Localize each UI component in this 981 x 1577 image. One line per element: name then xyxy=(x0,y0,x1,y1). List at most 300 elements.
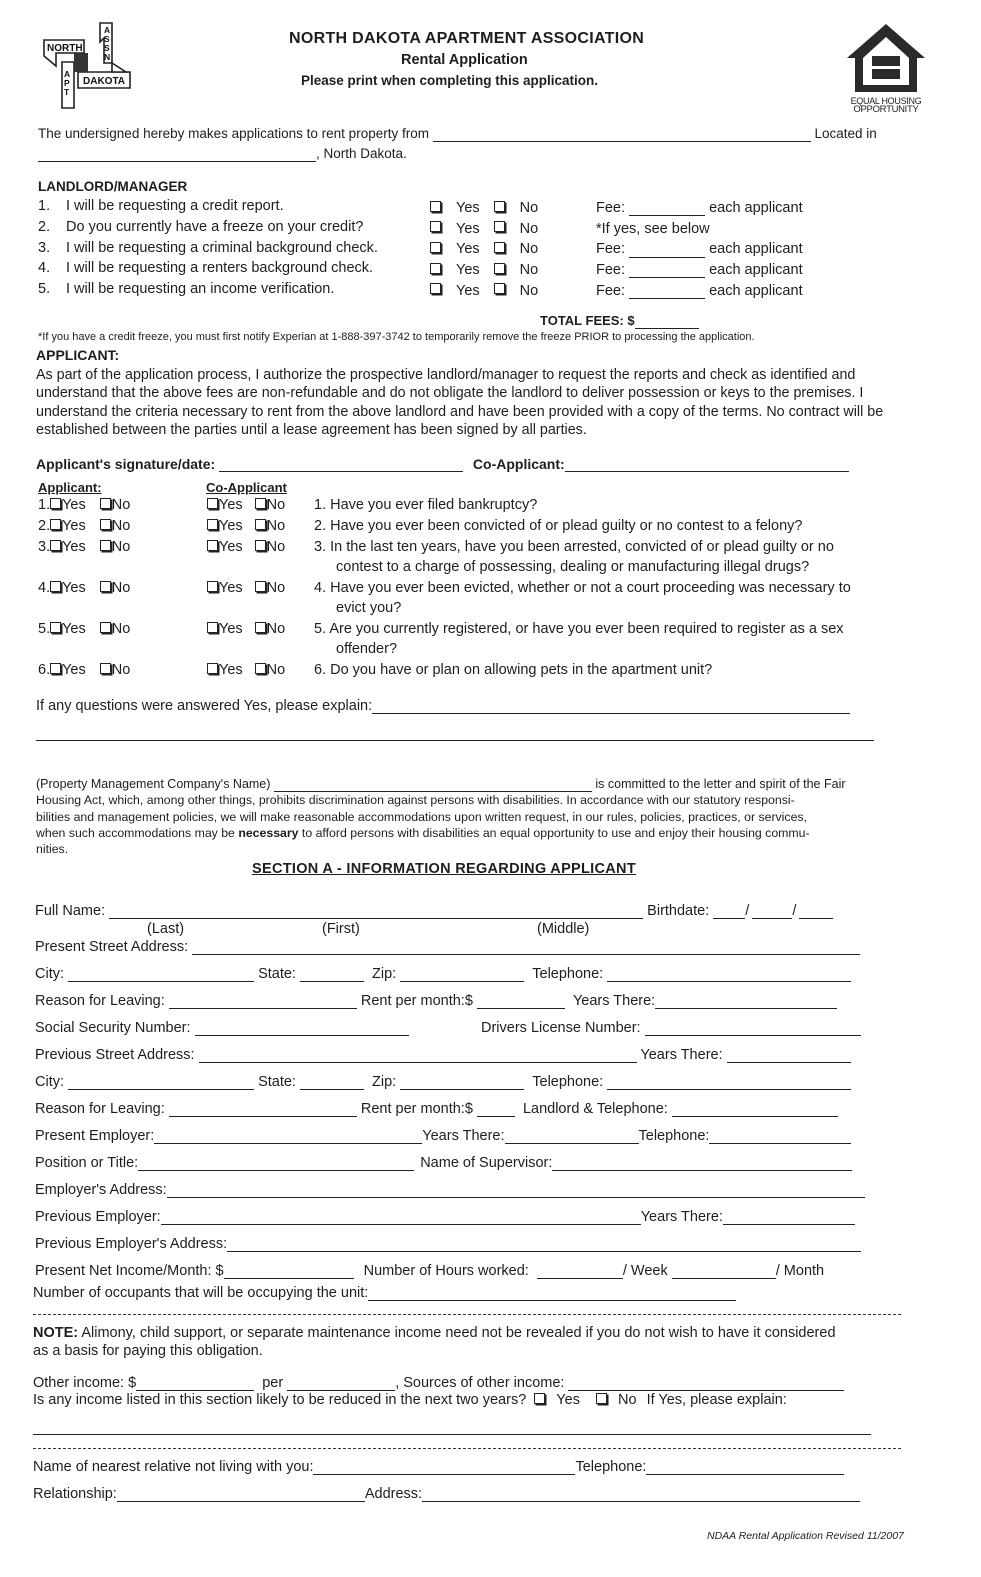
question-4-applicant xyxy=(38,580,130,596)
yes-label: Yes xyxy=(219,580,243,596)
svg-text:S: S xyxy=(104,34,110,44)
position-row xyxy=(35,1155,852,1171)
occupants-field[interactable] xyxy=(368,1286,736,1301)
birth-year-field[interactable] xyxy=(799,904,833,919)
house-icon xyxy=(845,22,927,94)
yes-checkbox[interactable] xyxy=(430,221,441,232)
note-text: Alimony, child support, or separate maintenance income need not be revealed if you do not wish to have it considered xyxy=(78,1325,836,1341)
each-applicant-label: each applicant xyxy=(709,262,803,279)
co-applicant-yes-checkbox[interactable] xyxy=(207,540,218,551)
position-title-field[interactable] xyxy=(138,1156,414,1171)
explain-label: If any questions were answered Yes, please explain: xyxy=(36,698,373,714)
income-verification-fee-field[interactable] xyxy=(629,284,705,299)
reduction-explain-field[interactable] xyxy=(33,1420,871,1435)
reason-leaving-label: Reason for Leaving: xyxy=(35,1101,165,1117)
question-3-text-cont: contest to a charge of possessing, dealing or manufacturing illegal drugs? xyxy=(336,559,810,575)
zip-label: Zip: xyxy=(372,966,397,982)
question-3-text: 3. In the last ten years, have you been arrested, convicted of or plead guilty or no xyxy=(314,539,834,555)
item-number: 4. xyxy=(38,260,51,276)
item-text: I will be requesting a criminal background check. xyxy=(66,240,378,256)
yes-label: Yes xyxy=(62,497,86,513)
eho-line2: OPPORTUNITY xyxy=(853,104,919,115)
text-bold: necessary xyxy=(238,826,299,840)
company-name-field[interactable] xyxy=(274,777,592,792)
no-checkbox[interactable] xyxy=(494,201,505,212)
fee-label: Fee: xyxy=(596,282,626,299)
landlord-yes-no-2 xyxy=(430,219,538,240)
drivers-license-row xyxy=(481,1020,861,1036)
relative-row xyxy=(33,1459,844,1475)
section-a-heading: SECTION A - INFORMATION REGARDING APPLICANT xyxy=(252,861,636,877)
relative-address-field[interactable] xyxy=(422,1487,860,1502)
svg-text:NORTH: NORTH xyxy=(47,43,83,54)
sources-label: , Sources of other income: xyxy=(395,1375,565,1391)
fair-housing-text: is committed to the letter and spirit of the Fair xyxy=(595,777,846,791)
net-income-label: Present Net Income/Month: $ xyxy=(35,1263,224,1279)
relationship-label: Relationship: xyxy=(33,1486,117,1502)
svg-text:A: A xyxy=(64,69,71,79)
rent-per-month-label: Rent per month:$ xyxy=(360,993,473,1009)
landlord-item-1 xyxy=(38,198,284,214)
co-applicant-yes-checkbox[interactable] xyxy=(207,581,218,592)
text: when such accommodations may be xyxy=(36,826,239,840)
criminal-check-fee-field[interactable] xyxy=(629,243,705,258)
previous-address-field[interactable] xyxy=(199,1048,637,1063)
yes-label: Yes xyxy=(62,539,86,555)
question-6-co-applicant xyxy=(207,662,285,678)
fee-row-3 xyxy=(596,239,803,260)
co-applicant-no-checkbox[interactable] xyxy=(255,581,266,592)
applicant-yes-checkbox[interactable] xyxy=(50,498,61,509)
years-there-label: Years There: xyxy=(640,1047,723,1063)
yes-label: Yes xyxy=(62,518,86,534)
telephone-label: Telephone: xyxy=(532,966,604,982)
no-label: No xyxy=(519,220,539,237)
name-part-middle: (Middle) xyxy=(537,921,590,937)
item-number: 2. xyxy=(38,219,51,235)
birthdate-label: Birthdate: xyxy=(647,903,710,919)
applicant-no-checkbox[interactable] xyxy=(100,581,111,592)
no-label: No xyxy=(111,539,131,555)
applicant-yes-checkbox[interactable] xyxy=(50,540,61,551)
if-yes-explain-label: If Yes, please explain: xyxy=(646,1392,787,1408)
svg-text:P: P xyxy=(64,78,70,88)
intro-line xyxy=(38,126,877,142)
applicant-no-checkbox[interactable] xyxy=(100,498,111,509)
landlord-item-4 xyxy=(38,260,373,276)
no-label: No xyxy=(266,580,286,596)
print-instruction: Please print when completing this application. xyxy=(301,73,599,88)
applicant-column-header: Applicant: xyxy=(38,480,102,495)
previous-employer-field[interactable] xyxy=(161,1210,641,1225)
ndaa-logo xyxy=(40,20,136,112)
no-label: No xyxy=(111,518,131,534)
net-income-field[interactable] xyxy=(224,1264,354,1279)
previous-address-row xyxy=(35,1047,851,1063)
income-note-line-2: as a basis for paying this obligation. xyxy=(33,1343,263,1359)
landlord-item-3 xyxy=(38,240,378,256)
yes-label: Yes xyxy=(62,662,86,678)
svg-text:T: T xyxy=(64,87,70,97)
item-text: Do you currently have a freeze on your credit? xyxy=(66,219,364,235)
association-title: NORTH DAKOTA APARTMENT ASSOCIATION xyxy=(289,30,645,47)
landlord-item-5 xyxy=(38,281,334,297)
reduction-no-checkbox[interactable] xyxy=(596,1393,607,1404)
income-row xyxy=(35,1263,824,1279)
no-label: No xyxy=(266,539,286,555)
name-part-last: (Last) xyxy=(147,921,185,937)
divider xyxy=(33,1448,901,1449)
explain-field-line-2[interactable] xyxy=(36,726,874,741)
total-fees xyxy=(540,313,699,329)
previous-employer-label: Previous Employer: xyxy=(35,1209,161,1225)
per-label: per xyxy=(262,1375,284,1391)
text: to afford persons with disabilities an equal opportunity to use and enjoy their housing commu- xyxy=(298,826,810,840)
no-checkbox[interactable] xyxy=(494,242,505,253)
no-checkbox[interactable] xyxy=(494,263,505,274)
question-4-text-cont: evict you? xyxy=(336,600,402,616)
question-6-text: 6. Do you have or plan on allowing pets in the apartment unit? xyxy=(314,662,713,678)
present-employer-field[interactable] xyxy=(154,1129,422,1144)
landlord-heading: LANDLORD/MANAGER xyxy=(38,179,188,194)
employer-address-field[interactable] xyxy=(167,1183,865,1198)
rent-per-month-label: Rent per month:$ xyxy=(360,1101,473,1117)
north-dakota-label: , North Dakota. xyxy=(316,146,407,161)
previous-employer-years-field[interactable] xyxy=(723,1210,855,1225)
question-6-applicant xyxy=(38,662,130,678)
question-2-text: 2. Have you ever been convicted of or plead guilty or no contest to a felony? xyxy=(314,518,803,534)
relative-name-field[interactable] xyxy=(313,1460,575,1475)
previous-rent-field[interactable] xyxy=(477,1102,515,1117)
item-number: 1. xyxy=(38,198,51,214)
years-there-label: Years There: xyxy=(640,1209,723,1225)
no-label: No xyxy=(111,662,131,678)
other-income-label: Other income: $ xyxy=(33,1375,137,1391)
applicant-yes-checkbox[interactable] xyxy=(50,519,61,530)
income-reduction-row xyxy=(33,1392,787,1408)
present-zip-field[interactable] xyxy=(400,967,524,982)
q-num: 6. xyxy=(38,662,51,678)
present-telephone-field[interactable] xyxy=(607,967,851,982)
no-label: No xyxy=(111,580,131,596)
yes-label: Yes xyxy=(456,262,480,279)
no-label: No xyxy=(111,621,131,637)
other-income-period-field[interactable] xyxy=(287,1376,395,1391)
supervisor-field[interactable] xyxy=(552,1156,852,1171)
landlord-yes-no-3 xyxy=(430,239,538,260)
no-label: No xyxy=(111,497,131,513)
fees-column xyxy=(596,198,803,302)
previous-employer-row xyxy=(35,1209,855,1225)
signature-label: Applicant's signature/date: xyxy=(36,456,216,472)
fee-label: Fee: xyxy=(596,200,626,216)
present-years-there-field[interactable] xyxy=(655,994,837,1009)
explain-field[interactable] xyxy=(372,699,850,714)
fee-row-4 xyxy=(596,260,803,281)
other-income-row xyxy=(33,1375,844,1391)
question-5-text-cont: offender? xyxy=(336,641,398,657)
other-income-field[interactable] xyxy=(136,1376,254,1391)
yes-label: Yes xyxy=(456,241,480,258)
co-applicant-no-checkbox[interactable] xyxy=(255,663,266,674)
previous-employer-address-field[interactable] xyxy=(227,1237,861,1252)
eho-line1: EQUAL HOUSING xyxy=(850,96,922,106)
relationship-field[interactable] xyxy=(117,1487,365,1502)
hours-per-month-field[interactable] xyxy=(672,1264,776,1279)
fee-row-2 xyxy=(596,219,803,240)
yes-label: Yes xyxy=(456,220,480,237)
question-5-applicant xyxy=(38,621,130,637)
full-name-row: Full Name: Birthdate: / / xyxy=(35,903,833,919)
city-line xyxy=(38,146,407,162)
form-title: Rental Application xyxy=(401,52,528,68)
fee-row-1 xyxy=(596,198,803,219)
yes-label: Yes xyxy=(62,580,86,596)
q-num: 3. xyxy=(38,539,51,555)
no-label: No xyxy=(266,518,286,534)
renters-check-fee-field[interactable] xyxy=(629,263,705,278)
zip-label: Zip: xyxy=(372,1074,397,1090)
co-applicant-no-checkbox[interactable] xyxy=(255,622,266,633)
drivers-license-label: Drivers License Number: xyxy=(481,1020,641,1036)
yes-checkbox[interactable] xyxy=(430,263,441,274)
each-applicant-label: each applicant xyxy=(709,200,803,216)
relative-telephone-field[interactable] xyxy=(646,1460,844,1475)
q-num: 4. xyxy=(38,580,51,596)
birth-day-field[interactable] xyxy=(752,904,792,919)
fair-housing-line-1 xyxy=(36,777,846,792)
rent-property-from-field[interactable] xyxy=(433,127,811,142)
years-there-label: Years There: xyxy=(422,1128,505,1144)
total-fees-label: TOTAL FEES: $ xyxy=(540,313,635,328)
co-applicant-yes-checkbox[interactable] xyxy=(207,519,218,530)
co-applicant-column-header: Co-Applicant xyxy=(206,480,287,495)
previous-reason-row xyxy=(35,1101,838,1117)
years-there-label: Years There: xyxy=(572,993,656,1009)
reduction-question: Is any income listed in this section likely to be reduced in the next two years? xyxy=(33,1392,527,1408)
ssn-field[interactable] xyxy=(195,1021,409,1036)
present-city-field[interactable] xyxy=(68,967,254,982)
present-reason-leaving-field[interactable] xyxy=(169,994,357,1009)
previous-years-there-field[interactable] xyxy=(727,1048,851,1063)
occupants-label: Number of occupants that will be occupying the unit: xyxy=(33,1285,369,1301)
present-address-field[interactable] xyxy=(192,940,860,955)
landlord-yes-no-1 xyxy=(430,198,538,219)
co-applicant-no-checkbox[interactable] xyxy=(255,498,266,509)
yes-checkbox[interactable] xyxy=(430,242,441,253)
item-text: I will be requesting a renters background check. xyxy=(66,260,374,276)
present-employer-label: Present Employer: xyxy=(35,1128,155,1144)
employer-address-row xyxy=(35,1182,865,1198)
question-5-text: 5. Are you currently registered, or have you ever been required to register as a sex xyxy=(314,621,844,637)
state-label: State: xyxy=(258,1074,296,1090)
yes-checkbox[interactable] xyxy=(430,201,441,212)
authorization-paragraph: As part of the application process, I authorize the prospective landlord/manager to request the reports and check as identified and understand that the above fees are non-refundable and do not obligate the landlord to deliver possession or keys to the premises. I understand the criteria necessary to rent from the above landlord and have been provided with a copy of the terms. No contract will be established between the parties until a lease agreement has been signed by all parties. xyxy=(36,367,884,438)
previous-employer-address-label: Previous Employer's Address: xyxy=(35,1236,228,1252)
hours-worked-label: Number of Hours worked: xyxy=(363,1263,529,1279)
name-part-first: (First) xyxy=(322,921,360,937)
yes-label: Yes xyxy=(219,621,243,637)
yes-label: Yes xyxy=(219,662,243,678)
full-name-field[interactable] xyxy=(109,904,643,919)
co-applicant-yes-checkbox[interactable] xyxy=(207,622,218,633)
per-month-label: / Month xyxy=(775,1263,825,1279)
q-num: 1. xyxy=(38,497,51,513)
employer-years-there-field[interactable] xyxy=(505,1129,639,1144)
supervisor-label: Name of Supervisor: xyxy=(420,1155,553,1171)
svg-text:N: N xyxy=(104,52,111,62)
no-label: No xyxy=(617,1392,637,1408)
item-text: I will be requesting a credit report. xyxy=(66,198,284,214)
question-5-co-applicant xyxy=(207,621,285,637)
located-in-label: Located in xyxy=(814,126,877,141)
fee-label: Fee: xyxy=(596,241,626,258)
item-number: 3. xyxy=(38,240,51,256)
position-title-label: Position or Title: xyxy=(35,1155,139,1171)
hours-per-week-field[interactable] xyxy=(537,1264,623,1279)
revision-footer: NDAA Rental Application Revised 11/2007 xyxy=(707,1530,904,1542)
applicant-no-checkbox[interactable] xyxy=(100,540,111,551)
item-number: 5. xyxy=(38,281,51,297)
landlord-yes-no-5 xyxy=(430,281,538,302)
fair-housing-line-4 xyxy=(36,826,810,840)
ssn-row xyxy=(35,1020,409,1036)
co-applicant-no-checkbox[interactable] xyxy=(255,540,266,551)
previous-city-row xyxy=(35,1074,851,1090)
question-3-applicant xyxy=(38,539,130,555)
landlord-yes-no-4 xyxy=(430,260,538,281)
present-state-field[interactable] xyxy=(300,967,364,982)
previous-telephone-field[interactable] xyxy=(607,1075,851,1090)
applicant-no-checkbox[interactable] xyxy=(100,622,111,633)
fair-housing-line-2: Housing Act, which, among other things, prohibits discrimination against persons with disabilities. In accordance with our statutory responsi- xyxy=(36,793,795,807)
applicant-no-checkbox[interactable] xyxy=(100,519,111,530)
question-1-applicant xyxy=(38,497,130,513)
question-2-co-applicant xyxy=(207,518,285,534)
each-applicant-label: each applicant xyxy=(709,282,803,299)
ssn-label: Social Security Number: xyxy=(35,1020,191,1036)
landlord-telephone-field[interactable] xyxy=(672,1102,838,1117)
co-applicant-yes-checkbox[interactable] xyxy=(207,663,218,674)
applicant-yes-checkbox[interactable] xyxy=(50,622,61,633)
previous-city-field[interactable] xyxy=(68,1075,254,1090)
svg-text:S: S xyxy=(104,43,110,53)
freeze-note-ref: *If yes, see below xyxy=(596,220,710,237)
telephone-label: Telephone: xyxy=(638,1128,710,1144)
explain-line xyxy=(36,698,850,714)
credit-report-fee-field[interactable] xyxy=(629,201,705,216)
question-1-co-applicant xyxy=(207,497,285,513)
question-4-co-applicant xyxy=(207,580,285,596)
yes-label: Yes xyxy=(456,200,480,216)
fee-row-5 xyxy=(596,281,803,302)
total-fees-field[interactable] xyxy=(635,314,699,329)
previous-employer-address-row xyxy=(35,1236,861,1252)
previous-reason-leaving-field[interactable] xyxy=(169,1102,357,1117)
previous-address-label: Previous Street Address: xyxy=(35,1047,195,1063)
other-income-sources-field[interactable] xyxy=(568,1376,844,1391)
no-label: No xyxy=(266,621,286,637)
drivers-license-field[interactable] xyxy=(645,1021,861,1036)
yes-label: Yes xyxy=(219,497,243,513)
no-checkbox[interactable] xyxy=(494,221,505,232)
fee-label: Fee: xyxy=(596,262,626,279)
fair-housing-line-3: bilities and management policies, we will make reasonable accommodations upon written request, in our rules, policies, practices, or services, xyxy=(36,810,807,824)
yes-label: Yes xyxy=(556,1392,580,1408)
item-text: I will be requesting an income verification. xyxy=(66,281,335,297)
yes-checkbox[interactable] xyxy=(430,283,441,294)
note-label: NOTE: xyxy=(33,1325,79,1341)
question-2-applicant xyxy=(38,518,130,534)
freeze-note: *If you have a credit freeze, you must first notify Experian at 1-888-397-3742 to temporarily remove the freeze PRIOR to processing the application. xyxy=(38,331,755,343)
applicant-no-checkbox[interactable] xyxy=(100,663,111,674)
yes-label: Yes xyxy=(219,539,243,555)
question-4-text: 4. Have you ever been evicted, whether or not a court proceeding was necessary to xyxy=(314,580,851,596)
no-checkbox[interactable] xyxy=(494,283,505,294)
applicant-yes-checkbox[interactable] xyxy=(50,581,61,592)
previous-state-field[interactable] xyxy=(300,1075,364,1090)
birth-month-field[interactable] xyxy=(713,904,745,919)
fair-housing-line-5: nities. xyxy=(36,842,69,856)
no-label: No xyxy=(519,262,539,279)
relative-name-label: Name of nearest relative not living with you: xyxy=(33,1459,314,1475)
reduction-yes-checkbox[interactable] xyxy=(534,1393,545,1404)
telephone-label: Telephone: xyxy=(532,1074,604,1090)
co-applicant-yes-checkbox[interactable] xyxy=(207,498,218,509)
no-label: No xyxy=(519,241,539,258)
intro-text: The undersigned hereby makes applications to rent property from xyxy=(38,126,429,141)
no-label: No xyxy=(266,662,286,678)
landlord-item-2 xyxy=(38,219,363,235)
q-num: 5. xyxy=(38,621,51,637)
divider xyxy=(33,1314,901,1315)
co-applicant-signature-label: Co-Applicant: xyxy=(472,456,565,472)
each-applicant-label: each applicant xyxy=(709,241,803,258)
address-label: Address: xyxy=(364,1486,423,1502)
relationship-row xyxy=(33,1486,860,1502)
applicant-yes-checkbox[interactable] xyxy=(50,663,61,674)
co-applicant-no-checkbox[interactable] xyxy=(255,519,266,530)
employer-telephone-field[interactable] xyxy=(709,1129,851,1144)
equal-housing-logo xyxy=(845,22,927,114)
reason-leaving-row xyxy=(35,993,837,1009)
telephone-label: Telephone: xyxy=(575,1459,647,1475)
q-num: 2. xyxy=(38,518,51,534)
question-3-co-applicant xyxy=(207,539,285,555)
applicant-signature-field[interactable] xyxy=(219,457,463,472)
previous-zip-field[interactable] xyxy=(400,1075,524,1090)
landlord-yes-no-column xyxy=(430,198,538,302)
employer-address-label: Employer's Address: xyxy=(35,1182,167,1198)
yes-label: Yes xyxy=(62,621,86,637)
present-employer-row xyxy=(35,1128,851,1144)
income-note-line-1 xyxy=(33,1325,836,1341)
question-1-text: 1. Have you ever filed bankruptcy? xyxy=(314,497,538,513)
full-name-label: Full Name: xyxy=(35,903,106,919)
yes-label: Yes xyxy=(219,518,243,534)
present-rent-field[interactable] xyxy=(477,994,565,1009)
located-in-city-field[interactable] xyxy=(38,147,316,162)
no-label: No xyxy=(519,282,539,299)
per-week-label: / Week xyxy=(622,1263,668,1279)
co-applicant-signature-field[interactable] xyxy=(565,457,849,472)
signature-line xyxy=(36,456,849,472)
present-address-row xyxy=(35,939,860,955)
city-label: City: xyxy=(35,1074,64,1090)
present-address-label: Present Street Address: xyxy=(35,939,189,955)
no-label: No xyxy=(266,497,286,513)
yes-label: Yes xyxy=(456,282,480,299)
